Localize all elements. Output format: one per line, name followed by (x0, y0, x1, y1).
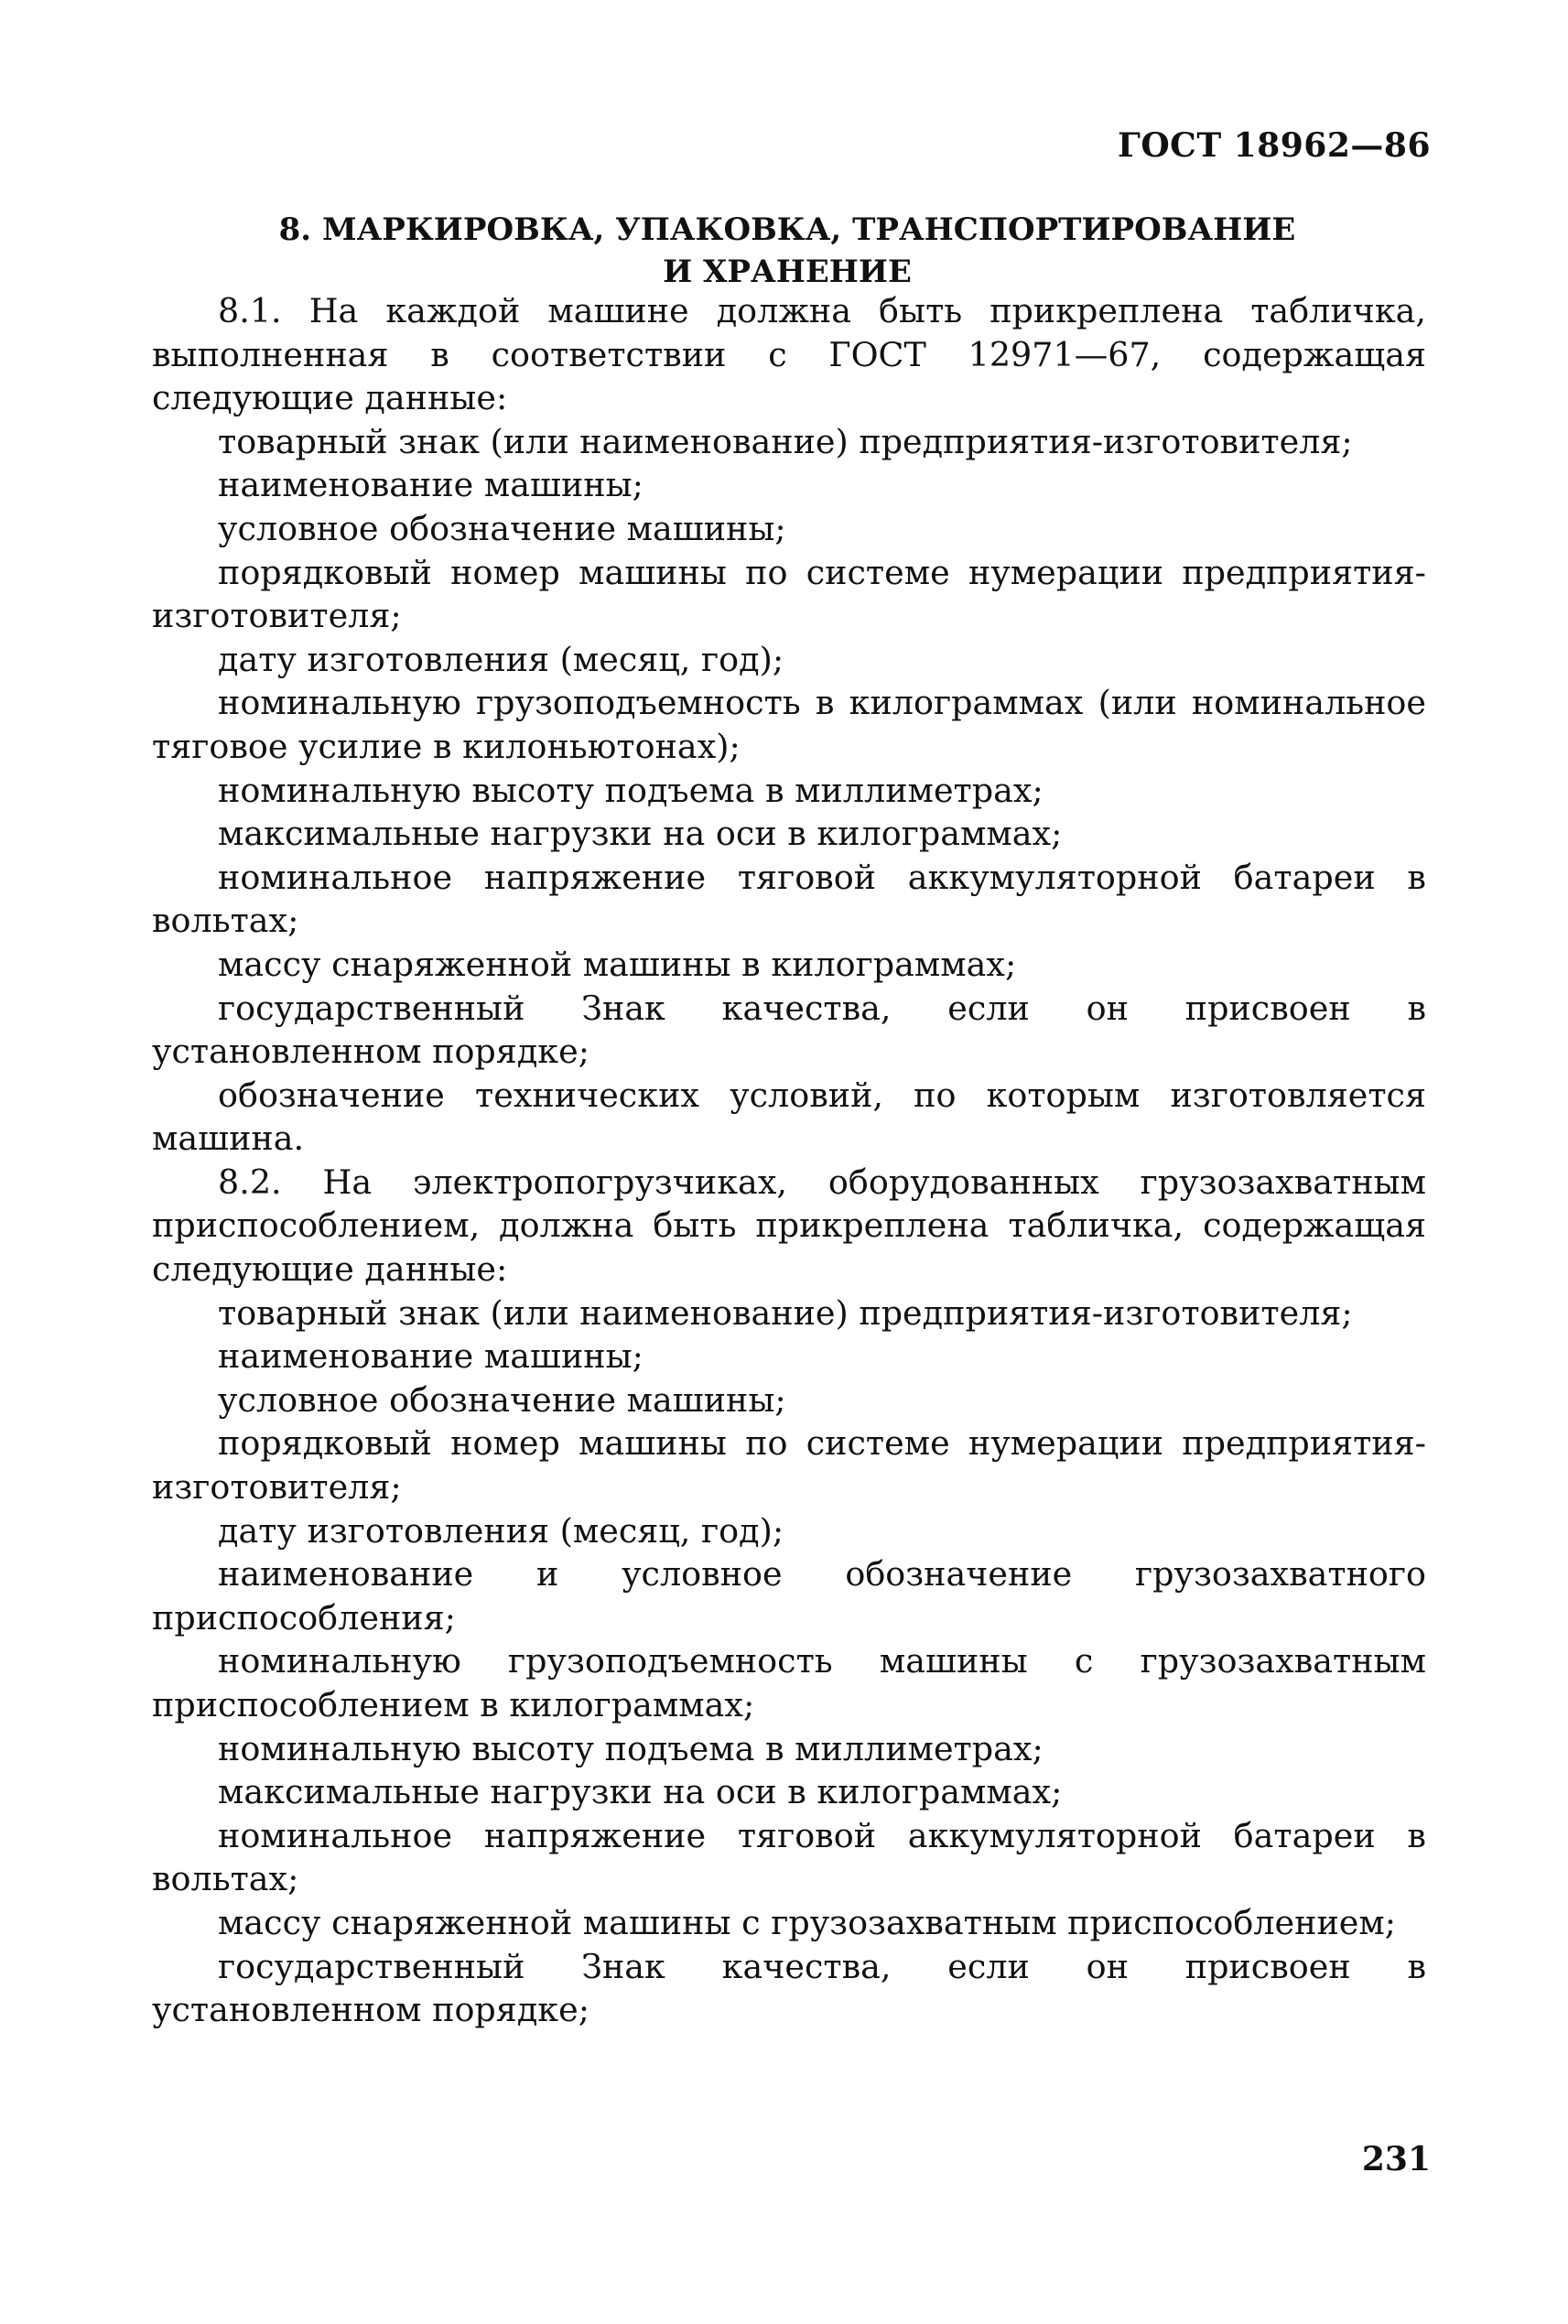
list-item: обозначение технических условий, по которым изготовляется машина. (152, 1075, 1426, 1159)
list-item: наименование и условное обозначение грузозахватного приспособления; (152, 1554, 1426, 1638)
list-item: массу снаряженной машины в килограммах; (218, 944, 1017, 984)
list-item: товарный знак (или наименование) предприятия-изготовителя; (218, 1292, 1353, 1333)
list-item: массу снаряженной машины с грузозахватным приспособлением; (218, 1902, 1397, 1942)
list-item: номинальную грузоподъемность машины с грузозахватным приспособлением в килограммах; (152, 1641, 1426, 1724)
page-number: 231 (1361, 2140, 1431, 2178)
list-item: условное обозначение машины; (218, 508, 786, 548)
list-item: наименование машины; (218, 1336, 643, 1377)
list-item: номинальное напряжение тяговой аккумуляторной батареи в вольтах; (152, 857, 1426, 941)
list-item: номинальную высоту подъема в миллиметрах; (218, 1728, 1044, 1768)
clause-8-2: 8.2. На электропогрузчиках, оборудованных грузозахватным приспособлением, должна быть прикреплена табличка, содержащая следующие данные: (152, 1162, 1426, 1290)
list-item: порядковый номер машины по системе нумерации предприятия-изготовителя; (152, 552, 1426, 636)
section-title-line-2: И ХРАНЕНИЕ (663, 254, 912, 290)
list-item: номинальное напряжение тяговой аккумуляторной батареи в вольтах; (152, 1815, 1426, 1899)
list-item: дату изготовления (месяц, год); (218, 1510, 784, 1551)
list-item: государственный Знак качества, если он присвоен в установленном порядке; (152, 1946, 1426, 2030)
standard-header: ГОСТ 18962—86 (1117, 126, 1431, 165)
list-item: максимальные нагрузки на оси в килограммах; (218, 814, 1063, 854)
list-item: наименование машины; (218, 465, 643, 505)
list-item: порядковый номер машины по системе нумерации предприятия-изготовителя; (152, 1423, 1426, 1508)
list-item: максимальные нагрузки на оси в килограммах; (218, 1772, 1063, 1812)
section-title (156, 209, 1419, 293)
list-item: товарный знак (или наименование) предприятия-изготовителя; (218, 421, 1353, 461)
clause-8-1: 8.1. На каждой машине должна быть прикреплена табличка, выполненная в соответствии с ГОСТ 12971—67, содержащая следующие данные: (152, 291, 1426, 418)
list-item: номинальную высоту подъема в миллиметрах; (218, 770, 1044, 810)
section-title-line-1: 8. МАРКИРОВКА, УПАКОВКА, ТРАНСПОРТИРОВАНИЕ (278, 211, 1296, 248)
body-text (152, 289, 1426, 2032)
list-item: государственный Знак качества, если он присвоен в установленном порядке; (152, 988, 1426, 1072)
list-item: дату изготовления (месяц, год); (218, 639, 784, 679)
list-item: номинальную грузоподъемность в килограммах (или номинальное тяговое усилие в килоньютонах); (152, 683, 1426, 766)
list-item: условное обозначение машины; (218, 1379, 786, 1420)
